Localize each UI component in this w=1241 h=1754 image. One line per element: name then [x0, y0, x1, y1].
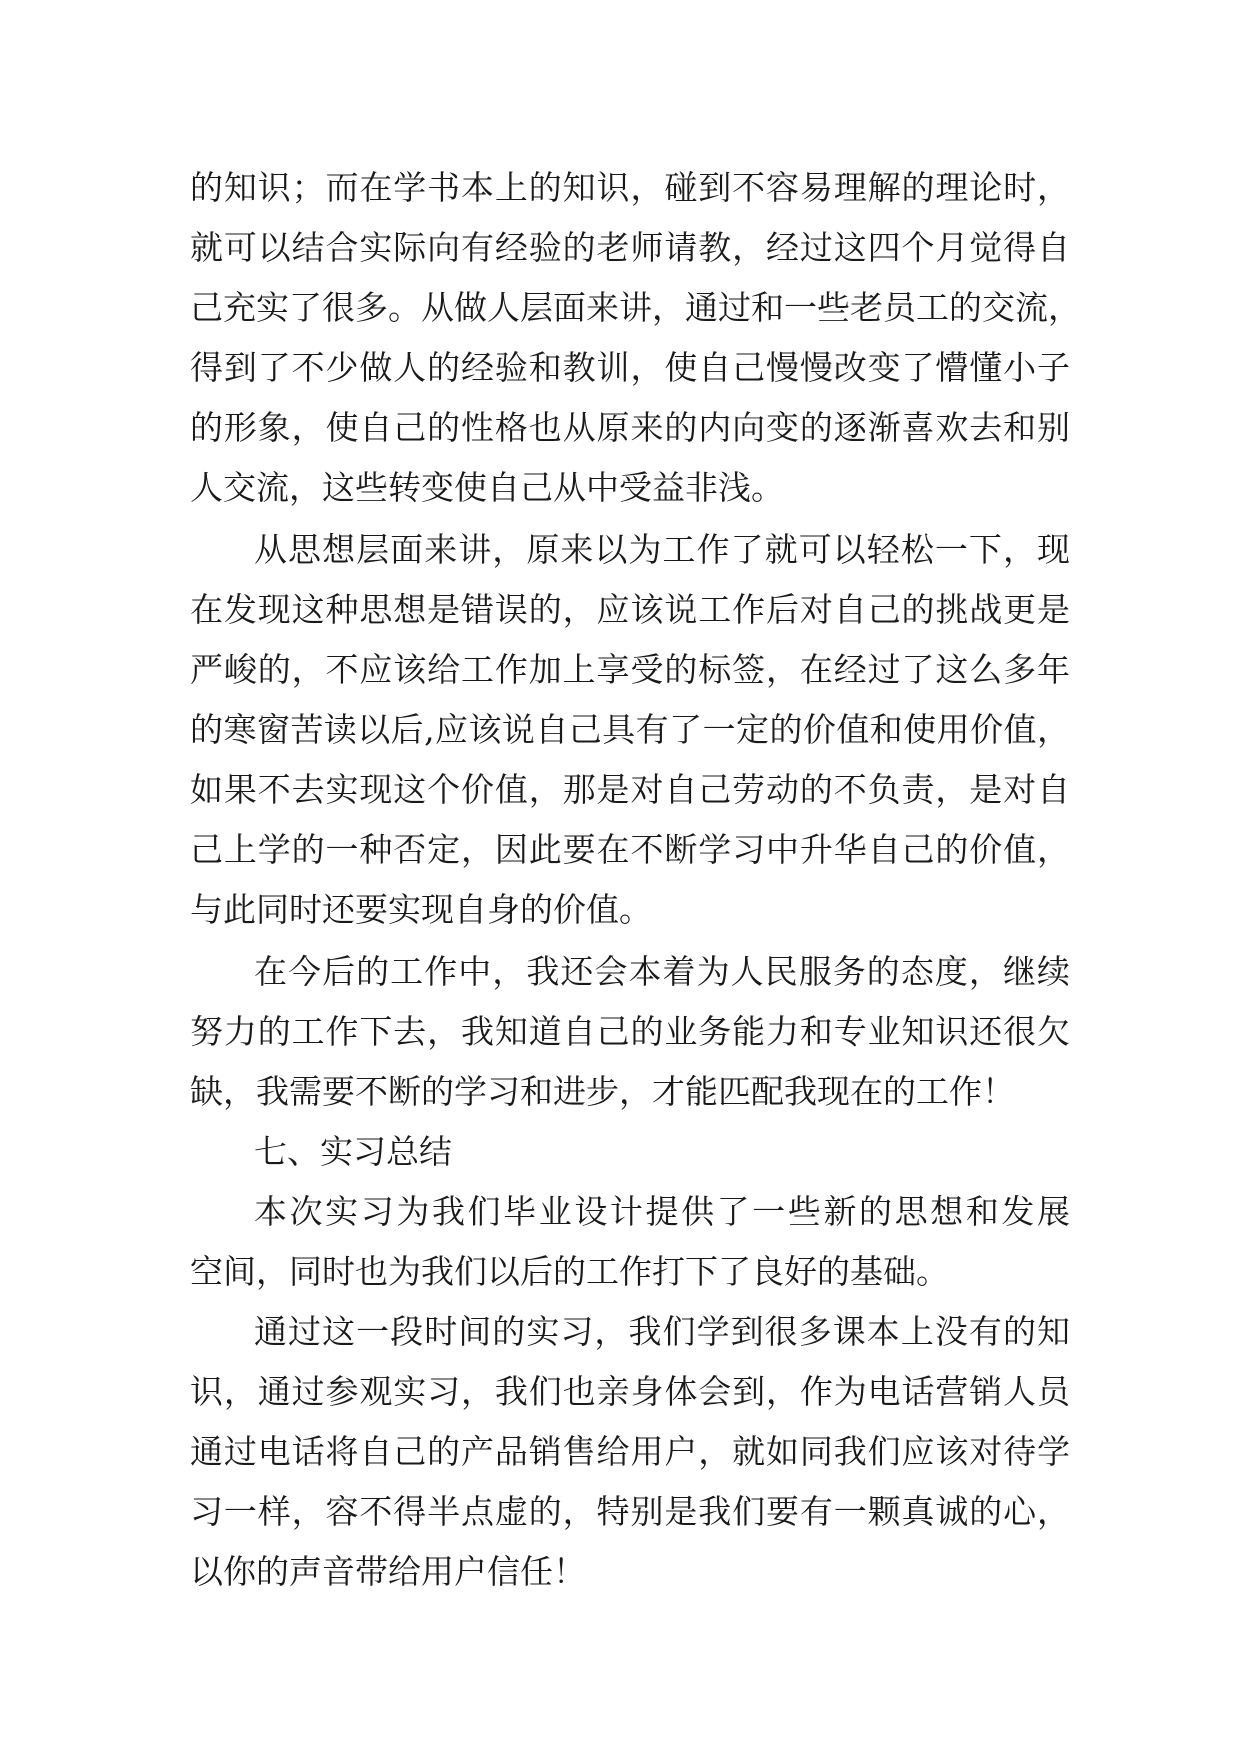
text-line: 习一样，容不得半点虚的，特别是我们要有一颗真诚的心， — [190, 1492, 1070, 1531]
paragraph-first-line: 通过这一段时间的实习，我们学到很多课本上没有的知 — [254, 1312, 1070, 1351]
paragraph-first-line: 在今后的工作中，我还会本着为人民服务的态度，继续 — [254, 952, 1070, 991]
text-line: 严峻的，不应该给工作加上享受的标签，在经过了这么多年 — [190, 650, 1070, 689]
text-line: 己上学的一种否定，因此要在不断学习中升华自己的价值， — [190, 830, 1070, 869]
text-line: 得到了不少做人的经验和教训，使自己慢慢改变了懵懂小子 — [190, 348, 1070, 387]
text-line: 的寒窗苦读以后,应该说自己具有了一定的价值和使用价值， — [190, 710, 1070, 749]
text-line: 努力的工作下去，我知道自己的业务能力和专业知识还很欠 — [190, 1012, 1070, 1051]
text-line: 缺，我需要不断的学习和进步，才能匹配我现在的工作！ — [190, 1072, 1015, 1111]
text-line: 与此同时还要实现自身的价值。 — [190, 890, 652, 929]
text-line: 的形象，使自己的性格也从原来的内向变的逐渐喜欢去和别 — [190, 408, 1070, 447]
text-line: 如果不去实现这个价值，那是对自己劳动的不负责，是对自 — [190, 770, 1070, 809]
text-line: 识，通过参观实习，我们也亲身体会到，作为电话营销人员 — [190, 1372, 1070, 1411]
text-line: 以你的声音带给用户信任！ — [190, 1552, 586, 1591]
section-heading: 七、实习总结 — [254, 1132, 452, 1171]
text-line: 就可以结合实际向有经验的老师请教，经过这四个月觉得自 — [190, 228, 1070, 267]
text-line: 通过电话将自己的产品销售给用户，就如同我们应该对待学 — [190, 1432, 1070, 1471]
text-line: 己充实了很多。从做人层面来讲，通过和一些老员工的交流， — [190, 288, 1081, 327]
paragraph-first-line: 从思想层面来讲，原来以为工作了就可以轻松一下，现 — [254, 530, 1070, 569]
text-line: 人交流，这些转变使自己从中受益非浅。 — [190, 468, 784, 507]
paragraph-first-line: 本次实习为我们毕业设计提供了一些新的思想和发展 — [254, 1192, 1070, 1231]
text-line: 的知识；而在学书本上的知识，碰到不容易理解的理论时， — [190, 168, 1070, 207]
text-line: 在发现这种思想是错误的，应该说工作后对自己的挑战更是 — [190, 590, 1070, 629]
text-line: 空间，同时也为我们以后的工作打下了良好的基础。 — [190, 1252, 949, 1291]
